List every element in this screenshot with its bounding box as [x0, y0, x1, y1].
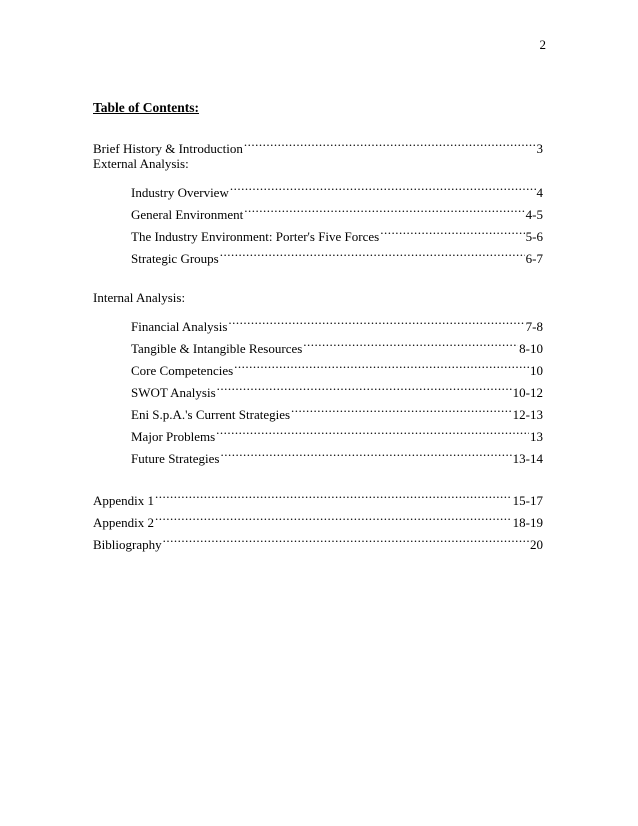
- toc-entry-label: The Industry Environment: Porter's Five Forces: [131, 229, 380, 244]
- dot-leader: [244, 131, 536, 153]
- dot-leader: [303, 331, 518, 353]
- toc-entry-label: Industry Overview: [131, 185, 229, 200]
- toc-entry-pages: 10-12: [512, 385, 543, 400]
- toc-entry-appendix-1: [93, 483, 543, 508]
- toc-entry-label: Tangible & Intangible Resources: [131, 341, 303, 356]
- dot-leader: [234, 353, 529, 375]
- toc-entry-label: Major Problems: [131, 429, 216, 444]
- toc-entry-pages: 3: [536, 141, 543, 156]
- dot-leader: [244, 197, 524, 219]
- toc-entry-pages: 7-8: [525, 319, 543, 334]
- toc-entry-pages: 5-6: [525, 229, 543, 244]
- toc-entry-pages: 12-13: [512, 407, 543, 422]
- toc-entry-pages: 10: [530, 363, 543, 378]
- toc-heading-internal-analysis: [93, 287, 543, 309]
- table-of-contents: [93, 131, 543, 552]
- toc-entry-pages: 13-14: [512, 451, 543, 466]
- toc-entry-pages: 18-19: [512, 515, 543, 530]
- toc-entry-financial-analysis: [93, 309, 543, 334]
- dot-leader: [291, 397, 512, 419]
- dot-leader: [155, 505, 512, 527]
- toc-entry-label: Eni S.p.A.'s Current Strategies: [131, 407, 291, 422]
- dot-leader: [228, 309, 524, 331]
- toc-entry-bibliography: [93, 527, 543, 552]
- dot-leader: [220, 241, 525, 263]
- dot-leader: [163, 527, 529, 549]
- toc-entry-label: Strategic Groups: [131, 251, 219, 266]
- toc-entry-label: Appendix 1: [93, 493, 155, 508]
- dot-leader: [155, 483, 512, 505]
- toc-entry-pages: 6-7: [525, 251, 543, 266]
- toc-entry-industry-overview: [93, 175, 543, 200]
- toc-entry-label: Future Strategies: [131, 451, 220, 466]
- toc-entry-label: General Environment: [131, 207, 244, 222]
- toc-heading-label: External Analysis:: [93, 156, 189, 171]
- toc-heading-label: Internal Analysis:: [93, 290, 186, 305]
- toc-entry-label: Core Competencies: [131, 363, 234, 378]
- toc-entry-appendix-2: [93, 505, 543, 530]
- toc-entry-pages: 4: [536, 185, 543, 200]
- toc-entry-pages: 4-5: [525, 207, 543, 222]
- toc-entry-pages: 20: [530, 537, 543, 552]
- toc-entry-pages: 8-10: [519, 341, 543, 356]
- toc-entry-label: Financial Analysis: [131, 319, 228, 334]
- dot-leader: [380, 219, 524, 241]
- toc-entry-label: SWOT Analysis: [131, 385, 216, 400]
- toc-entry-pages: 15-17: [512, 493, 543, 508]
- toc-entry-label: Bibliography: [93, 537, 162, 552]
- toc-entry-brief-history: [93, 131, 543, 156]
- dot-leader: [217, 375, 512, 397]
- dot-leader: [220, 441, 511, 463]
- page-number: 2: [539, 37, 546, 52]
- toc-title: Table of Contents:: [93, 100, 200, 115]
- toc-entry-pages: 13: [530, 429, 543, 444]
- toc-heading-external-analysis: [93, 153, 543, 175]
- dot-leader: [216, 419, 529, 441]
- dot-leader: [230, 175, 536, 197]
- toc-entry-label: Appendix 2: [93, 515, 155, 530]
- toc-entry-label: Brief History & Introduction: [93, 141, 243, 156]
